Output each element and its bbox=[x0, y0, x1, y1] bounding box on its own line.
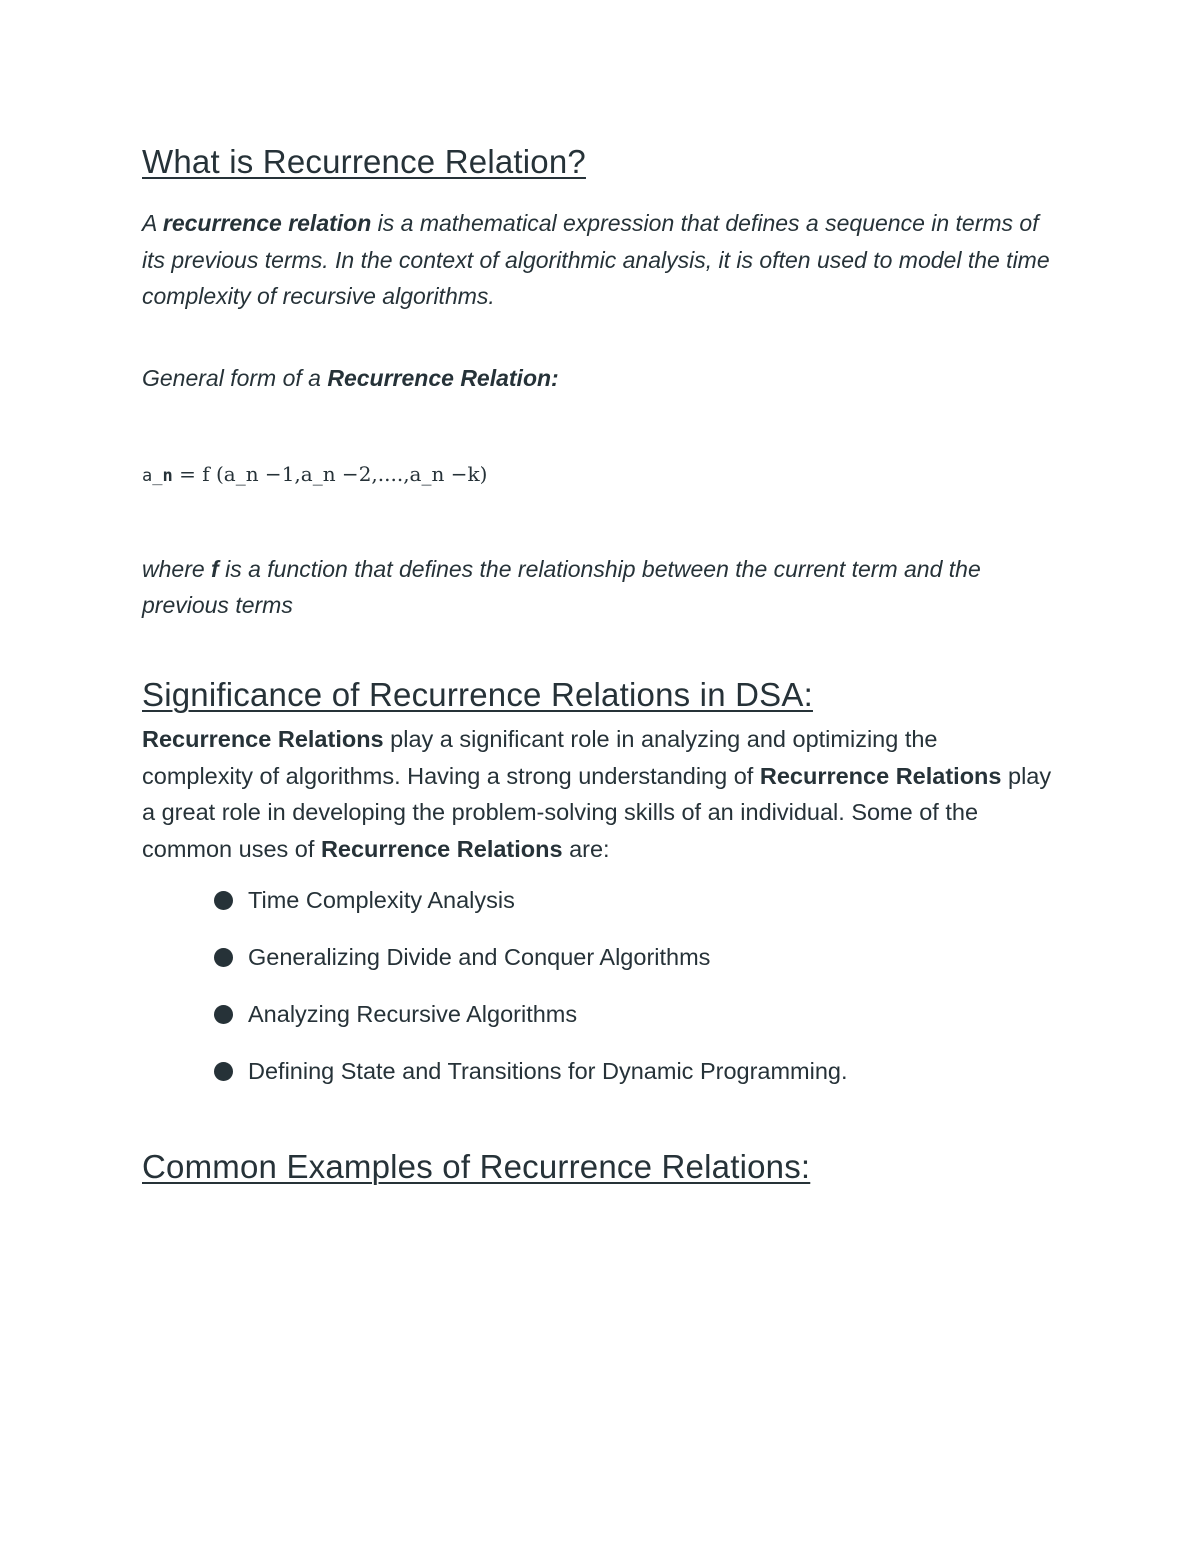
sig-bold-3: Recurrence Relations bbox=[320, 835, 563, 862]
formula-lhs-n: n bbox=[162, 466, 173, 486]
where-paragraph bbox=[142, 551, 1052, 623]
sig-text-3: are: bbox=[562, 835, 610, 862]
sig-text-1: play a significant role in analyzing and optimizing the complexity of algorithms. Having a strong understanding of bbox=[142, 726, 938, 789]
where-bold-f: f bbox=[211, 556, 219, 582]
intro-prefix: A bbox=[142, 210, 163, 236]
list-item-text: Analyzing Recursive Algorithms bbox=[248, 1001, 578, 1027]
uses-list bbox=[214, 880, 848, 1108]
formula-rhs: = f (a_n −1,a_n −2,....,a_n −k) bbox=[172, 462, 488, 486]
bullet-icon bbox=[214, 891, 233, 910]
intro-rest: is a mathematical expression that defines a sequence in terms of its previous terms. In the context of algorithmic analysis, it is often used to model the time complexity of recursive algorithms. bbox=[142, 210, 1050, 309]
list-item bbox=[214, 880, 848, 937]
general-form-label bbox=[142, 365, 559, 392]
general-bold: Recurrence Relation: bbox=[327, 365, 559, 391]
intro-paragraph bbox=[142, 205, 1052, 315]
sig-text-2: play a great role in developing the problem-solving skills of an individual. Some of the common uses of bbox=[142, 762, 1052, 862]
intro-bold-term: recurrence relation bbox=[162, 210, 372, 236]
list-item-text: Defining State and Transitions for Dynamic Programming. bbox=[248, 1058, 848, 1084]
general-prefix: General form of a bbox=[142, 365, 328, 391]
list-item-text: Generalizing Divide and Conquer Algorithms bbox=[248, 944, 711, 970]
heading-what-is-recurrence-relation: What is Recurrence Relation? bbox=[142, 143, 586, 180]
sig-bold-1: Recurrence Relations bbox=[142, 726, 384, 752]
list-item bbox=[214, 1051, 848, 1108]
bullet-icon bbox=[214, 948, 233, 967]
where-rest: is a function that defines the relationship between the current term and the previous terms bbox=[142, 556, 981, 618]
formula-lhs-a: a_ bbox=[142, 466, 163, 486]
heading-common-examples: Common Examples of Recurrence Relations: bbox=[142, 1148, 811, 1185]
significance-paragraph bbox=[142, 721, 1052, 867]
bullet-icon bbox=[214, 1005, 233, 1024]
where-prefix: where bbox=[142, 556, 212, 582]
heading-significance: Significance of Recurrence Relations in DSA: bbox=[142, 676, 813, 713]
list-item bbox=[214, 994, 848, 1051]
recurrence-formula bbox=[142, 462, 487, 486]
sig-bold-2: Recurrence Relations bbox=[759, 762, 1002, 789]
list-item bbox=[214, 937, 848, 994]
list-item-text: Time Complexity Analysis bbox=[248, 887, 515, 913]
bullet-icon bbox=[214, 1062, 233, 1081]
